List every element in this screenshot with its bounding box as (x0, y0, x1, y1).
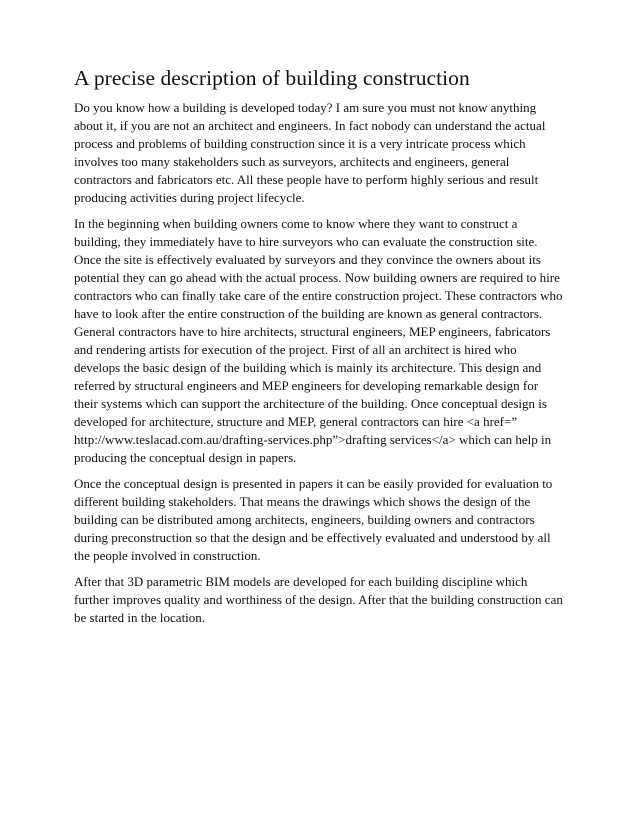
paragraph-process: In the beginning when building owners come to know where they want to construct a building, they immediately have to hire surveyors who can evaluate the construction site. Once the site is effectively evaluated by surveyors and they convince the owners about its potential they can go ahead with the actual process. Now building owners are required to hire contractors who can finally take care of the entire construction project. These contractors who have to look after the entire construction of the building are known as general contractors. General contractors have to hire architects, structural engineers, MEP engineers, fabricators and rendering artists for execution of the project. First of all an architect is hired who develops the basic design of the building which is mainly its architecture. This design and referred by structural engineers and MEP engineers for developing remarkable design for their systems which can support the architecture of the building. Once conceptual design is developed for architecture, structure and MEP, general contractors can hire <a href=” http://www.teslacad.com.au/drafting-services.php”>drafting services</a> which can help in producing the conceptual design in papers. (74, 216, 563, 465)
paragraph-intro: Do you know how a building is developed today? I am sure you must not know anything about it, if you are not an architect and engineers. In fact nobody can understand the actual process and problems of building construction since it is a very intricate process which involves too many stakeholders such as surveyors, architects and engineers, general contractors and fabricators etc. All these people have to perform highly serious and result producing activities during project lifecycle. (74, 100, 546, 205)
document-title: A precise description of building construction (74, 66, 470, 90)
paragraph-evaluation: Once the conceptual design is presented in papers it can be easily provided for evaluation to different building stakeholders. That means the drawings which shows the design of the building can be distributed among architects, engineers, building owners and contractors during preconstruction so that the design and be effectively evaluated and understood by all the people involved in construction. (74, 476, 553, 563)
paragraph-bim: After that 3D parametric BIM models are developed for each building discipline which further improves quality and worthiness of the design. After that the building construction can be started in the location. (74, 574, 563, 625)
